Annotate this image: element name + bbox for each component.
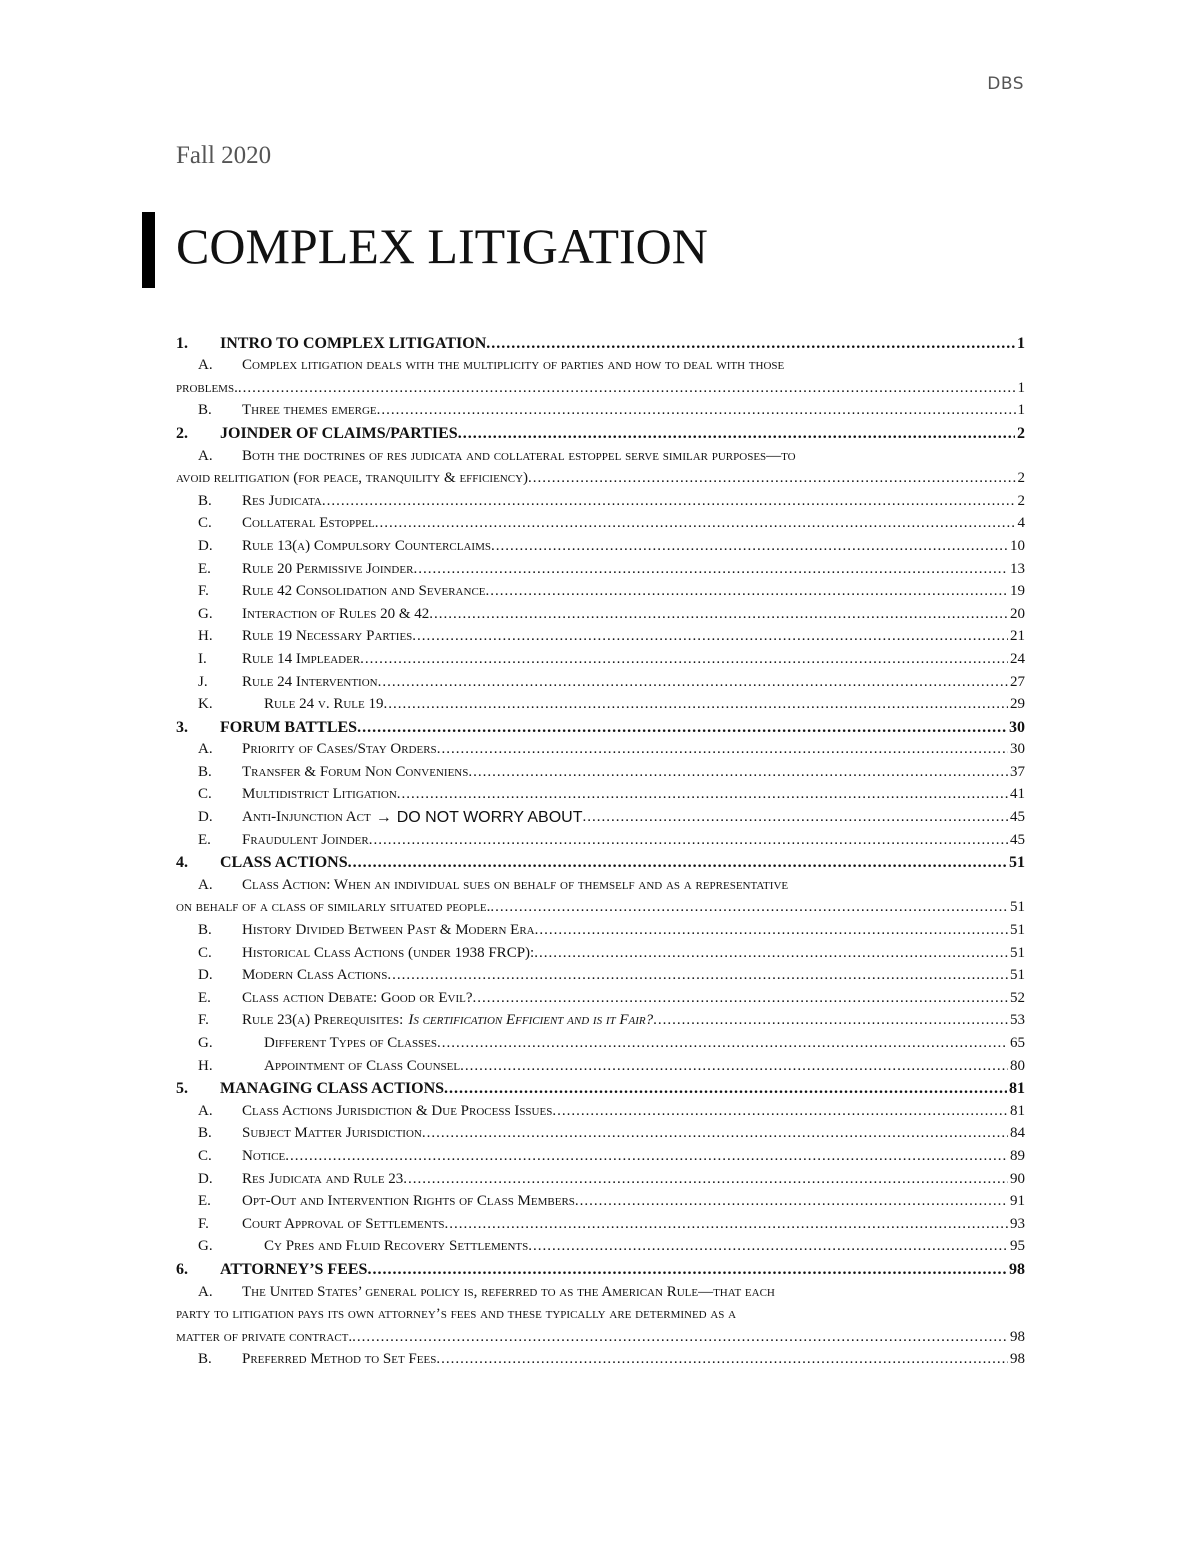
page-number: 27 bbox=[1010, 673, 1025, 690]
page-number: 45 bbox=[1010, 809, 1025, 826]
toc-entry-2c[interactable] bbox=[176, 511, 1025, 534]
entry-letter: E. bbox=[198, 831, 211, 848]
page-number: 52 bbox=[1010, 989, 1025, 1006]
entry-letter: H. bbox=[198, 1057, 213, 1074]
dot-leader bbox=[528, 469, 1015, 488]
section-title: ATTORNEY’S FEES bbox=[220, 1260, 368, 1278]
entry-letter: B. bbox=[198, 763, 212, 780]
page-number: 2 bbox=[1017, 424, 1025, 442]
entry-letter: C. bbox=[198, 944, 212, 961]
entry-title: Rule 13(a) Compulsory Counterclaims bbox=[242, 537, 491, 554]
entry-note: DO NOT WORRY ABOUT bbox=[396, 809, 583, 827]
page-number: 93 bbox=[1010, 1215, 1025, 1232]
page-number: 89 bbox=[1010, 1147, 1025, 1164]
entry-title: Transfer & Forum Non Conveniens bbox=[242, 763, 469, 780]
toc-entry-2b[interactable] bbox=[176, 488, 1025, 511]
dot-leader bbox=[369, 831, 1008, 850]
dot-leader bbox=[387, 966, 1008, 985]
section-number: 5. bbox=[176, 1080, 188, 1098]
toc-entry-3b[interactable] bbox=[176, 759, 1025, 782]
dot-leader bbox=[367, 1260, 1007, 1279]
page-number: 10 bbox=[1010, 537, 1025, 554]
page-number: 53 bbox=[1010, 1012, 1025, 1029]
toc-entry-4c[interactable] bbox=[176, 940, 1025, 963]
toc-entry-2i[interactable] bbox=[176, 646, 1025, 669]
dot-leader bbox=[375, 514, 1016, 533]
entry-letter: B. bbox=[198, 922, 212, 939]
dot-leader bbox=[486, 582, 1009, 601]
page-number: 24 bbox=[1010, 650, 1025, 667]
toc-entry-2h[interactable] bbox=[176, 624, 1025, 647]
dot-leader bbox=[378, 673, 1008, 692]
toc-entry-5b[interactable] bbox=[176, 1121, 1025, 1144]
section-title: MANAGING CLASS ACTIONS bbox=[220, 1080, 445, 1098]
dot-leader bbox=[445, 1215, 1008, 1234]
page-number: 1 bbox=[1017, 379, 1025, 396]
entry-letter: G. bbox=[198, 1238, 213, 1255]
dot-leader bbox=[458, 424, 1015, 443]
entry-letter: D. bbox=[198, 1170, 213, 1187]
toc-entry-1a[interactable] bbox=[176, 353, 1025, 376]
toc-entry-5a[interactable] bbox=[176, 1098, 1025, 1121]
dot-leader bbox=[552, 1102, 1008, 1121]
section-number: 1. bbox=[176, 334, 188, 352]
title-accent-bar bbox=[142, 212, 155, 288]
entry-letter: E. bbox=[198, 560, 211, 577]
entry-title: Rule 42 Consolidation and Severance bbox=[242, 583, 486, 600]
dot-leader bbox=[534, 944, 1008, 963]
page-number: 95 bbox=[1010, 1238, 1025, 1255]
dot-leader bbox=[653, 1011, 1008, 1030]
toc-section-4[interactable] bbox=[176, 850, 1025, 873]
toc-entry-4e[interactable] bbox=[176, 985, 1025, 1008]
page-number: 30 bbox=[1010, 741, 1025, 758]
dot-leader bbox=[352, 1328, 1008, 1347]
entry-letter: B. bbox=[198, 402, 212, 419]
entry-title: Complex litigation deals with the multiplicity of parties and how to deal with those bbox=[242, 357, 785, 374]
entry-title: Res Judicata bbox=[242, 492, 322, 509]
toc-entry-6a-cont1[interactable] bbox=[176, 1302, 1025, 1325]
toc-entry-1a-cont[interactable] bbox=[176, 375, 1025, 398]
toc-entry-4a-cont[interactable] bbox=[176, 895, 1025, 918]
entry-title: Interaction of Rules 20 & 42 bbox=[242, 605, 430, 622]
entry-letter: A. bbox=[198, 741, 213, 758]
dot-leader bbox=[403, 1170, 1008, 1189]
toc-section-3[interactable] bbox=[176, 714, 1025, 737]
page-number: 30 bbox=[1009, 718, 1025, 736]
toc-entry-2k[interactable] bbox=[176, 692, 1025, 715]
page-number: 19 bbox=[1010, 583, 1025, 600]
entry-title: Different Types of Classes bbox=[264, 1035, 438, 1051]
page-number: 4 bbox=[1017, 515, 1025, 532]
entry-title-italic: Is certification Efficient and is it Fair? bbox=[408, 1012, 654, 1029]
page-number: 98 bbox=[1010, 1351, 1025, 1368]
toc-entry-4f[interactable] bbox=[176, 1008, 1025, 1031]
page-number: 51 bbox=[1009, 854, 1025, 872]
dot-leader bbox=[528, 1237, 1008, 1256]
entry-title: Both the doctrines of res judicata and collateral estoppel serve similar purposes—to bbox=[242, 447, 796, 464]
page-number: 98 bbox=[1009, 1260, 1025, 1278]
page-number: 41 bbox=[1010, 786, 1025, 803]
document-title: COMPLEX LITIGATION bbox=[176, 218, 708, 274]
entry-title: Rule 24 v. Rule 19 bbox=[264, 696, 384, 713]
entry-title: Class action Debate: Good or Evil? bbox=[242, 989, 473, 1006]
dot-leader bbox=[473, 989, 1008, 1008]
entry-title: Multidistrict Litigation bbox=[242, 786, 397, 803]
page-number: 84 bbox=[1010, 1125, 1025, 1142]
page-number: 51 bbox=[1010, 944, 1025, 961]
page-number: 1 bbox=[1017, 402, 1025, 419]
entry-letter: G. bbox=[198, 1035, 213, 1051]
entry-title: Res Judicata and Rule 23 bbox=[242, 1170, 404, 1187]
toc-entry-3d[interactable] bbox=[176, 804, 1025, 827]
dot-leader bbox=[377, 401, 1016, 420]
entry-letter: I. bbox=[198, 650, 207, 667]
entry-title-cont: on behalf of a class of similarly situated people. bbox=[176, 899, 491, 916]
dot-leader bbox=[285, 1147, 1008, 1166]
dot-leader bbox=[397, 785, 1008, 804]
page-number: 45 bbox=[1010, 831, 1025, 848]
dot-leader bbox=[437, 740, 1008, 759]
dot-leader bbox=[575, 1192, 1008, 1211]
entry-title: Three themes emerge bbox=[242, 402, 377, 419]
toc-entry-5d[interactable] bbox=[176, 1166, 1025, 1189]
page-number: 51 bbox=[1010, 899, 1025, 916]
page-number: 37 bbox=[1010, 763, 1025, 780]
dot-leader bbox=[238, 379, 1016, 398]
page-number: 20 bbox=[1010, 605, 1025, 622]
toc-section-5[interactable] bbox=[176, 1076, 1025, 1099]
entry-title: History Divided Between Past & Modern Era bbox=[242, 922, 535, 939]
entry-title: Rule 20 Permissive Joinder bbox=[242, 560, 414, 577]
section-number: 4. bbox=[176, 854, 188, 872]
dot-leader bbox=[412, 627, 1008, 646]
section-number: 2. bbox=[176, 424, 188, 442]
section-number: 3. bbox=[176, 718, 188, 736]
entry-title: Notice bbox=[242, 1147, 286, 1164]
dot-leader bbox=[486, 334, 1015, 353]
dot-leader bbox=[437, 1034, 1008, 1053]
dot-leader bbox=[348, 853, 1007, 872]
entry-letter: D. bbox=[198, 537, 213, 554]
entry-letter: F. bbox=[198, 1215, 209, 1232]
entry-title: Rule 19 Necessary Parties bbox=[242, 628, 413, 645]
entry-letter: A. bbox=[198, 1283, 213, 1300]
entry-letter: E. bbox=[198, 1193, 211, 1210]
dot-leader bbox=[413, 560, 1008, 579]
section-title: JOINDER OF CLAIMS/PARTIES bbox=[220, 424, 458, 442]
dot-leader bbox=[360, 650, 1008, 669]
entry-title: Class Actions Jurisdiction & Due Process Issues bbox=[242, 1102, 553, 1119]
entry-title: Rule 14 Impleader bbox=[242, 650, 361, 667]
entry-letter: A. bbox=[198, 357, 213, 374]
toc-entry-4a[interactable] bbox=[176, 872, 1025, 895]
entry-letter: A. bbox=[198, 1102, 213, 1119]
entry-letter: K. bbox=[198, 696, 213, 713]
entry-title: Court Approval of Settlements bbox=[242, 1215, 445, 1232]
page-number: 29 bbox=[1010, 696, 1025, 713]
arrow-right-icon: → bbox=[375, 809, 392, 827]
toc-entry-6a[interactable] bbox=[176, 1279, 1025, 1302]
dot-leader bbox=[357, 718, 1007, 737]
entry-title: Rule 24 Intervention bbox=[242, 673, 378, 690]
toc-entry-2g[interactable] bbox=[176, 601, 1025, 624]
entry-title: Modern Class Actions bbox=[242, 967, 388, 984]
entry-title: The United States’ general policy is, referred to as the American Rule—that each bbox=[242, 1283, 775, 1300]
page-number: 91 bbox=[1010, 1193, 1025, 1210]
entry-letter: F. bbox=[198, 1012, 209, 1029]
section-number: 6. bbox=[176, 1260, 188, 1278]
page-number: 2 bbox=[1017, 492, 1025, 509]
page-number: 21 bbox=[1010, 628, 1025, 645]
toc-entry-4b[interactable] bbox=[176, 917, 1025, 940]
toc-entry-3a[interactable] bbox=[176, 737, 1025, 760]
entry-title: Cy Pres and Fluid Recovery Settlements bbox=[264, 1238, 529, 1255]
entry-letter: J. bbox=[198, 673, 208, 690]
dot-leader bbox=[583, 808, 1009, 827]
toc-entry-5g[interactable] bbox=[176, 1234, 1025, 1257]
toc-entry-5f[interactable] bbox=[176, 1211, 1025, 1234]
toc-entry-4g[interactable] bbox=[176, 1030, 1025, 1053]
toc-entry-4d[interactable] bbox=[176, 963, 1025, 986]
dot-leader bbox=[444, 1079, 1007, 1098]
entry-title: Fraudulent Joinder bbox=[242, 831, 369, 848]
entry-title: Preferred Method to Set Fees bbox=[242, 1351, 437, 1368]
page-number: 1 bbox=[1017, 334, 1025, 352]
dot-leader bbox=[490, 898, 1008, 917]
page-number: 65 bbox=[1010, 1035, 1025, 1051]
entry-letter: D. bbox=[198, 809, 213, 826]
entry-letter: D. bbox=[198, 967, 213, 984]
dot-leader bbox=[460, 1057, 1008, 1076]
entry-letter: G. bbox=[198, 605, 213, 622]
page-number: 2 bbox=[1017, 470, 1025, 487]
section-title: FORUM BATTLES bbox=[220, 718, 358, 736]
entry-letter: A. bbox=[198, 447, 213, 464]
toc-entry-2d[interactable] bbox=[176, 533, 1025, 556]
page-number: 81 bbox=[1010, 1102, 1025, 1119]
entry-letter: C. bbox=[198, 786, 212, 803]
term-label: Fall 2020 bbox=[176, 142, 272, 169]
toc-section-6[interactable] bbox=[176, 1256, 1025, 1279]
entry-letter: E. bbox=[198, 989, 211, 1006]
entry-letter: B. bbox=[198, 1125, 212, 1142]
section-title: CLASS ACTIONS bbox=[220, 854, 348, 872]
toc-section-2[interactable] bbox=[176, 420, 1025, 443]
toc-entry-3e[interactable] bbox=[176, 827, 1025, 850]
dot-leader bbox=[322, 492, 1016, 511]
dot-leader bbox=[383, 695, 1008, 714]
page-number: 51 bbox=[1010, 922, 1025, 939]
toc-entry-2a-cont[interactable] bbox=[176, 466, 1025, 489]
dot-leader bbox=[535, 921, 1008, 940]
entry-title-cont: avoid relitigation (for peace, tranquility & efficiency) bbox=[176, 470, 529, 487]
entry-title: Anti-Injunction Act bbox=[242, 809, 371, 826]
dot-leader bbox=[468, 763, 1008, 782]
entry-title: Rule 23(a) Prerequisites: bbox=[242, 1012, 404, 1029]
table-of-contents bbox=[176, 330, 1025, 1369]
page-number: 51 bbox=[1010, 967, 1025, 984]
toc-entry-4h[interactable] bbox=[176, 1053, 1025, 1076]
dot-leader bbox=[422, 1124, 1008, 1143]
toc-entry-5e[interactable] bbox=[176, 1189, 1025, 1212]
entry-title: Class Action: When an individual sues on behalf of themself and as a representative bbox=[242, 876, 789, 893]
page-number: 98 bbox=[1010, 1328, 1025, 1345]
entry-title: Subject Matter Jurisdiction bbox=[242, 1125, 422, 1142]
section-title: INTRO TO COMPLEX LITIGATION bbox=[220, 334, 487, 352]
entry-title-cont: matter of private contract. bbox=[176, 1328, 353, 1345]
entry-letter: F. bbox=[198, 583, 209, 600]
entry-letter: C. bbox=[198, 1147, 212, 1164]
entry-letter: A. bbox=[198, 876, 213, 893]
toc-entry-2a[interactable] bbox=[176, 443, 1025, 466]
header-mark: DBS bbox=[987, 74, 1024, 94]
toc-entry-5c[interactable] bbox=[176, 1143, 1025, 1166]
entry-letter: B. bbox=[198, 492, 212, 509]
toc-section-1[interactable] bbox=[176, 330, 1025, 353]
entry-title: Appointment of Class Counsel bbox=[264, 1057, 461, 1074]
entry-title: Collateral Estoppel bbox=[242, 515, 375, 532]
toc-entry-2f[interactable] bbox=[176, 579, 1025, 602]
toc-entry-6a-cont2[interactable] bbox=[176, 1324, 1025, 1347]
toc-entry-2j[interactable] bbox=[176, 669, 1025, 692]
entry-title: Opt-Out and Intervention Rights of Class Members bbox=[242, 1193, 575, 1210]
entry-title-cont: problems. bbox=[176, 379, 238, 396]
entry-title: Priority of Cases/Stay Orders bbox=[242, 741, 437, 758]
page-number: 81 bbox=[1009, 1080, 1025, 1098]
entry-title: Historical Class Actions (under 1938 FRCP): bbox=[242, 944, 535, 961]
page-number: 90 bbox=[1010, 1170, 1025, 1187]
toc-entry-1b[interactable] bbox=[176, 398, 1025, 421]
page-number: 13 bbox=[1010, 560, 1025, 577]
toc-entry-3c[interactable] bbox=[176, 782, 1025, 805]
entry-letter: B. bbox=[198, 1351, 212, 1368]
dot-leader bbox=[436, 1350, 1008, 1369]
dot-leader bbox=[429, 605, 1008, 624]
page-number: 80 bbox=[1010, 1057, 1025, 1074]
toc-entry-6b[interactable] bbox=[176, 1347, 1025, 1370]
toc-entry-2e[interactable] bbox=[176, 556, 1025, 579]
entry-letter: H. bbox=[198, 628, 213, 645]
entry-letter: C. bbox=[198, 515, 212, 532]
dot-leader bbox=[491, 537, 1008, 556]
entry-title-cont: party to litigation pays its own attorney’s fees and these typically are determined as a bbox=[176, 1306, 737, 1323]
